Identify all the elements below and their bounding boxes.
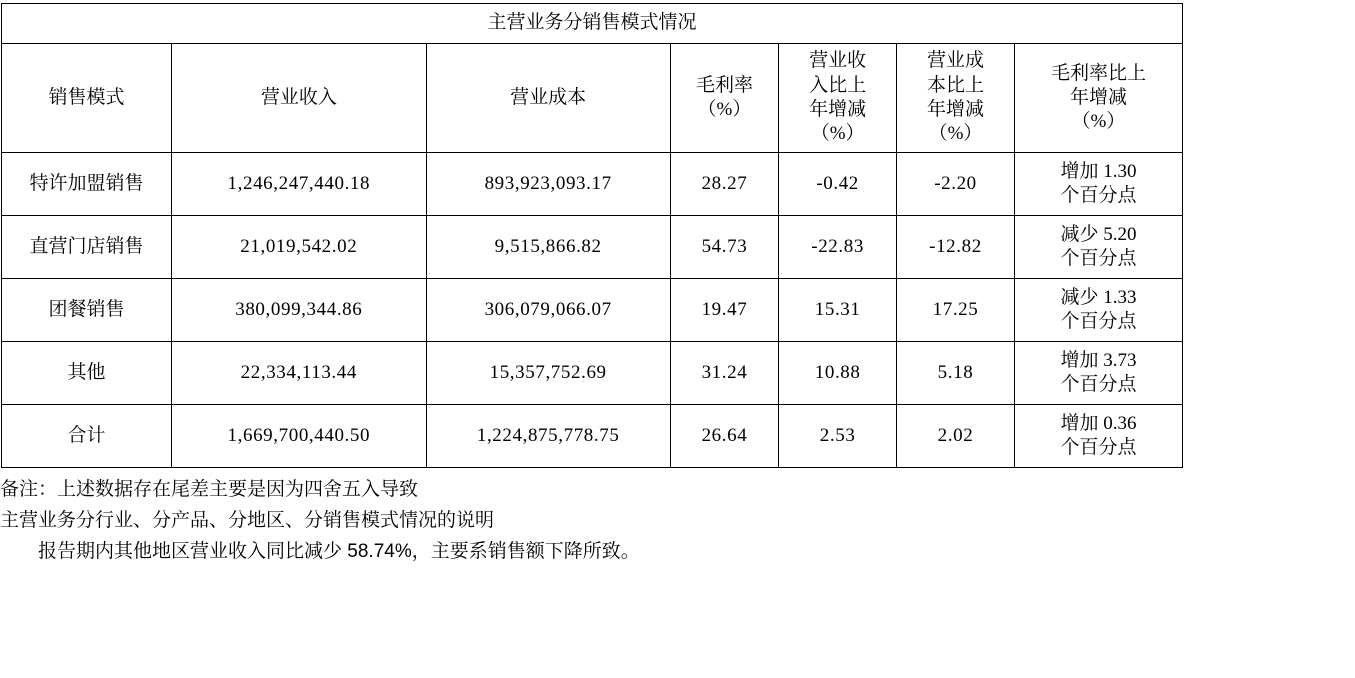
cell-gross-margin: 31.24 xyxy=(670,342,778,405)
header-cost-yoy-line3: 年增减 xyxy=(926,99,984,120)
table-title-row xyxy=(2,4,1183,44)
cell-cost-yoy: -2.20 xyxy=(897,153,1015,216)
notes-block xyxy=(0,475,1355,567)
cell-cost: 306,079,066.07 xyxy=(426,279,670,342)
table-title: 主营业务分销售模式情况 xyxy=(2,4,1183,44)
cell-margin-yoy-line2: 个百分点 xyxy=(1060,311,1137,332)
cell-margin-yoy xyxy=(1014,342,1182,405)
cell-margin-yoy-line1: 减少 5.20 xyxy=(1060,223,1137,245)
cell-revenue-yoy: 10.88 xyxy=(779,342,897,405)
cell-margin-yoy-line2: 个百分点 xyxy=(1060,437,1137,458)
header-margin-yoy-line1: 毛利率比上 xyxy=(1050,62,1146,84)
header-sales-mode xyxy=(2,44,172,153)
header-cost-yoy-line2: 本比上 xyxy=(926,74,984,96)
header-sales-mode-line1: 销售模式 xyxy=(48,86,125,108)
header-revenue-line1: 营业收入 xyxy=(260,86,337,108)
header-margin-yoy-line2: 年增减 xyxy=(1069,86,1127,108)
header-cost-yoy-line1: 营业成 xyxy=(926,50,984,72)
cell-cost: 1,224,875,778.75 xyxy=(426,405,670,468)
cell-margin-yoy-line2: 个百分点 xyxy=(1060,248,1137,269)
cell-revenue-yoy: 2.53 xyxy=(779,405,897,468)
cell-sales-mode: 合计 xyxy=(2,405,172,468)
cell-margin-yoy xyxy=(1014,279,1182,342)
cell-margin-yoy-line1: 减少 1.33 xyxy=(1060,286,1137,308)
note-line-remark: 备注：上述数据存在尾差主要是因为四舍五入导致 xyxy=(0,479,419,500)
header-revenue-yoy-line4: （%） xyxy=(810,123,865,145)
cell-margin-yoy xyxy=(1014,216,1182,279)
cell-gross-margin: 19.47 xyxy=(670,279,778,342)
cell-sales-mode: 特许加盟销售 xyxy=(2,153,172,216)
cell-revenue-yoy: 15.31 xyxy=(779,279,897,342)
header-gross-margin-line2: （%） xyxy=(697,99,752,120)
cell-revenue-yoy: -0.42 xyxy=(779,153,897,216)
table-row xyxy=(2,342,1183,405)
note-line-section-title: 主营业务分行业、分产品、分地区、分销售模式情况的说明 xyxy=(0,509,495,531)
header-gross-margin xyxy=(670,44,778,153)
table-row xyxy=(2,153,1183,216)
header-cost-yoy-line4: （%） xyxy=(928,123,983,145)
cell-margin-yoy xyxy=(1014,405,1182,468)
cell-margin-yoy-line2: 个百分点 xyxy=(1060,185,1137,206)
cell-gross-margin: 28.27 xyxy=(670,153,778,216)
cell-cost-yoy: 5.18 xyxy=(897,342,1015,405)
header-margin-yoy-line3: （%） xyxy=(1071,111,1126,133)
cell-gross-margin: 26.64 xyxy=(670,405,778,468)
cell-cost: 15,357,752.69 xyxy=(426,342,670,405)
cell-sales-mode: 团餐销售 xyxy=(2,279,172,342)
cell-cost-yoy: -12.82 xyxy=(897,216,1015,279)
header-revenue-yoy-line3: 年增减 xyxy=(809,99,867,120)
table-row-total xyxy=(2,405,1183,468)
cell-margin-yoy xyxy=(1014,153,1182,216)
note-line-detail: 报告期内其他地区营业收入同比减少 58.74%，主要系销售额下降所致。 xyxy=(38,540,640,562)
header-revenue-yoy xyxy=(779,44,897,153)
cell-revenue: 1,246,247,440.18 xyxy=(172,153,427,216)
cell-sales-mode: 直营门店销售 xyxy=(2,216,172,279)
table-header-row xyxy=(2,44,1183,153)
header-revenue-yoy-line2: 入比上 xyxy=(809,74,867,96)
header-margin-yoy xyxy=(1014,44,1182,153)
cell-margin-yoy-line1: 增加 0.36 xyxy=(1060,412,1137,434)
cell-cost-yoy: 2.02 xyxy=(897,405,1015,468)
cell-margin-yoy-line1: 增加 3.73 xyxy=(1060,349,1137,371)
header-cost-yoy xyxy=(897,44,1015,153)
header-revenue xyxy=(172,44,427,153)
table-row xyxy=(2,216,1183,279)
cell-revenue: 22,334,113.44 xyxy=(172,342,427,405)
cell-cost: 893,923,093.17 xyxy=(426,153,670,216)
cell-revenue: 21,019,542.02 xyxy=(172,216,427,279)
header-cost-line1: 营业成本 xyxy=(510,86,587,108)
cell-revenue: 380,099,344.86 xyxy=(172,279,427,342)
cell-margin-yoy-line2: 个百分点 xyxy=(1060,374,1137,395)
cell-sales-mode: 其他 xyxy=(2,342,172,405)
cell-revenue-yoy: -22.83 xyxy=(779,216,897,279)
cell-margin-yoy-line1: 增加 1.30 xyxy=(1060,160,1137,182)
header-gross-margin-line1: 毛利率 xyxy=(695,74,753,96)
cell-cost: 9,515,866.82 xyxy=(426,216,670,279)
header-revenue-yoy-line1: 营业收 xyxy=(809,50,867,72)
header-cost xyxy=(426,44,670,153)
cell-revenue: 1,669,700,440.50 xyxy=(172,405,427,468)
document-page xyxy=(0,3,1355,678)
cell-gross-margin: 54.73 xyxy=(670,216,778,279)
sales-mode-table xyxy=(1,3,1183,468)
cell-cost-yoy: 17.25 xyxy=(897,279,1015,342)
table-row xyxy=(2,279,1183,342)
